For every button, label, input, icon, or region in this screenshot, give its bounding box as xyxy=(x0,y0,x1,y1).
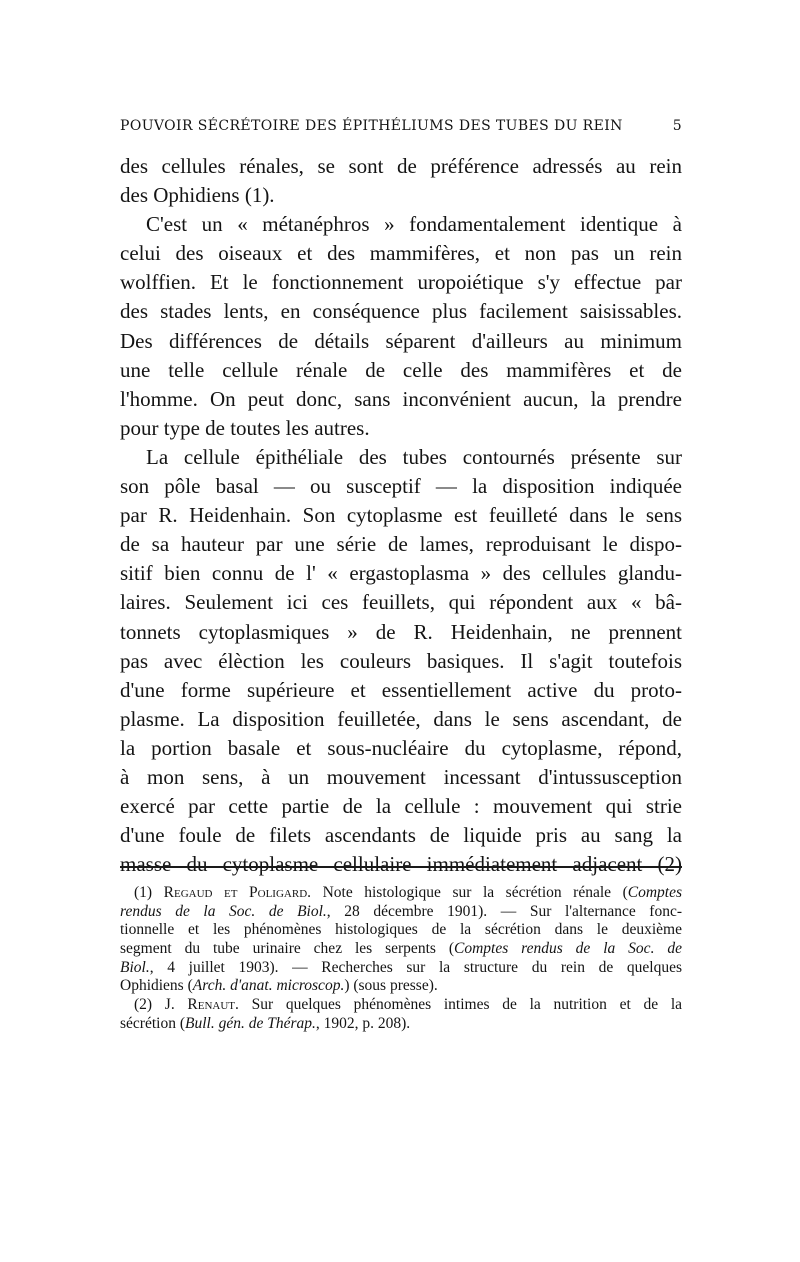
footnote-1-line: tionnelle et les phénomènes histologiques de la sécrétion dans le deuxième xyxy=(120,921,682,939)
footnote-italic: rendus de la Soc. de Biol. xyxy=(120,902,327,920)
footnote-1-line xyxy=(120,884,682,903)
text-line: pour type de toutes les autres. xyxy=(120,415,370,440)
text-line: d'une foule de filets ascendants de liquide pris au sang la xyxy=(120,823,682,848)
text-line: à mon sens, à un mouvement incessant d'intussusception xyxy=(120,764,682,789)
footnote-text: sécrétion ( xyxy=(120,1014,185,1032)
text-line: sitif bien connu de l' « ergastoplasma » des cellules glandu- xyxy=(120,561,682,586)
text-line: C'est un « métanéphros » fondamentalement identique à xyxy=(146,212,682,237)
footnote-italic: Comptes rendus de la Soc. de xyxy=(453,940,682,958)
footnote-2-line xyxy=(120,1015,682,1034)
text-line: wolffien. Et le fonctionnement uropoiétique s'y effectue par xyxy=(120,270,682,295)
text-line: des stades lents, en conséquence plus facilement saisissables. xyxy=(120,299,682,324)
footnote-2-marker: (2) J. xyxy=(134,996,188,1014)
body-text xyxy=(120,152,682,879)
text-line: pas avec élèction les couleurs basiques. Il s'agit toutefois xyxy=(120,648,682,673)
footnote-text: , 4 juillet 1903). — Recherches sur la structure du rein de quelques xyxy=(149,958,682,976)
text-line: La cellule épithéliale des tubes contournés présente sur xyxy=(146,444,682,469)
text-line: une telle cellule rénale de celle des mammifères et de xyxy=(120,357,682,382)
footnote-text: , 1902, p. 208). xyxy=(315,1014,411,1032)
footnote-2-author: Renaut. xyxy=(187,996,239,1014)
footnote-1-marker: (1) xyxy=(134,884,164,901)
book-page xyxy=(120,0,682,1262)
text-line: plasme. La disposition feuilletée, dans le sens ascendant, de xyxy=(120,706,682,731)
footnote-rule xyxy=(120,866,682,868)
text-line: son pôle basal — ou susceptif — la disposition indiquée xyxy=(120,474,682,499)
text-line: laires. Seulement ici ces feuillets, qui répondent aux « bâ- xyxy=(120,590,682,615)
footnote-2-line xyxy=(120,996,682,1015)
text-line: la portion basale et sous-nucléaire du cytoplasme, répond, xyxy=(120,735,682,760)
text-line: celui des oiseaux et des mammifères, et non pas un rein xyxy=(120,241,682,266)
footnote-text: Note histologique sur la sécrétion rénale ( xyxy=(311,884,628,901)
footnote-text: Ophidiens ( xyxy=(120,977,193,995)
footnote-1-line xyxy=(120,977,682,996)
page-number: 5 xyxy=(672,118,682,134)
footnote-text: segment du tube urinaire chez les serpents ( xyxy=(120,940,454,958)
footnote-text: ) (sous presse). xyxy=(344,977,438,995)
text-line: de sa hauteur par une série de lames, reproduisant le dispo- xyxy=(120,532,682,557)
text-line: des cellules rénales, se sont de préférence adressés au rein xyxy=(120,154,682,178)
footnote-1-author: Regaud et Poligard. xyxy=(163,884,312,901)
text-line: exercé par cette partie de la cellule : mouvement qui strie xyxy=(120,794,682,819)
footnote-italic: Bull. gén. de Thérap. xyxy=(184,1014,316,1032)
footnote-1-line xyxy=(120,903,682,922)
footnote-italic: Arch. d'anat. microscop. xyxy=(192,977,345,995)
text-line: par R. Heidenhain. Son cytoplasme est feuilleté dans le sens xyxy=(120,503,682,528)
footnote-italic: Comptes xyxy=(627,884,682,901)
footnote-text: Sur quelques phénomènes intimes de la nutrition et de la xyxy=(238,996,682,1014)
footnote-italic: Biol. xyxy=(120,958,150,976)
footnote-1-line xyxy=(120,940,682,959)
running-head-title: POUVOIR SÉCRÉTOIRE DES ÉPITHÉLIUMS DES TUBES DU REIN xyxy=(120,118,623,134)
running-head xyxy=(120,118,682,138)
text-line: tonnets cytoplasmiques » de R. Heidenhain, ne prennent xyxy=(120,619,682,644)
text-line: masse du cytoplasme cellulaire immédiatement adjacent (2) xyxy=(120,852,682,877)
text-line: Des différences de détails séparent d'ailleurs au minimum xyxy=(120,328,682,353)
footnote-text: , 28 décembre 1901). — Sur l'alternance fonc- xyxy=(326,902,682,920)
text-line: d'une forme supérieure et essentiellement active du proto- xyxy=(120,677,682,702)
footnotes xyxy=(120,884,682,1034)
text-line: l'homme. On peut donc, sans inconvénient aucun, la prendre xyxy=(120,386,682,411)
text-line: des Ophidiens (1). xyxy=(120,183,275,208)
footnote-1-line xyxy=(120,959,682,978)
